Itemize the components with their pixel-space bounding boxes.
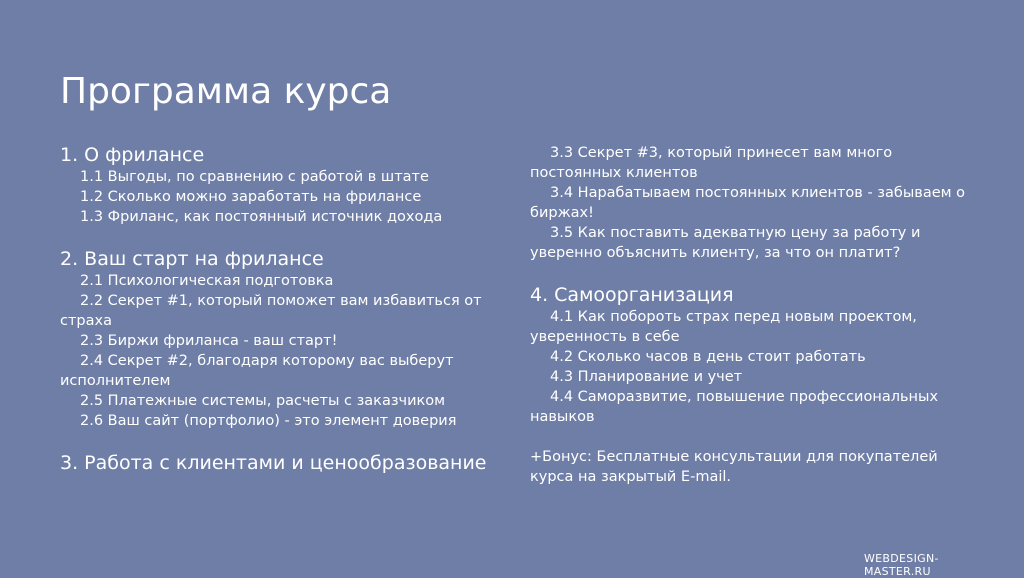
list-item: 2.1 Психологическая подготовка [80, 273, 334, 289]
list-item: 2.3 Биржи фриланса - ваш старт! [80, 333, 338, 349]
left-column [60, 143, 490, 475]
list-item: 4.2 Сколько часов в день стоит работать [550, 349, 866, 365]
list-item: 2.2 Секрет #1, который поможет вам избавиться от страха [60, 293, 482, 329]
section-heading: 4. Самоорганизация [530, 284, 734, 306]
list-item: 2.5 Платежные системы, расчеты с заказчиком [80, 393, 446, 409]
right-column [530, 143, 970, 502]
list-item: 4.3 Планирование и учет [550, 369, 743, 385]
section-start [60, 247, 490, 431]
list-item: 1.2 Сколько можно заработать на фрилансе [80, 189, 422, 205]
section-heading: 3. Работа с клиентами и ценообразование [60, 452, 487, 474]
list-item: 3.4 Нарабатываем постоянных клиентов - забываем о биржах! [530, 185, 966, 221]
list-item: 2.6 Ваш сайт (портфолио) - это элемент доверия [80, 413, 457, 429]
list-item: 1.3 Фриланс, как постоянный источник дохода [80, 209, 443, 225]
slide-title: Программа курса [60, 71, 392, 112]
section-clients-continued [530, 143, 970, 263]
section-clients [60, 451, 490, 475]
list-item: 1.1 Выгоды, по сравнению с работой в штате [80, 169, 429, 185]
bonus-note: +Бонус: Бесплатные консультации для покупателей курса на закрытый E-mail. [530, 449, 938, 485]
list-item: 4.4 Саморазвитие, повышение профессиональных навыков [530, 389, 939, 425]
list-item: 3.3 Секрет #3, который принесет вам много постоянных клиентов [530, 145, 893, 181]
section-freelance [60, 143, 490, 227]
section-self-organization [530, 283, 970, 427]
section-heading: 2. Ваш старт на фрилансе [60, 248, 324, 270]
brand-watermark: WEBDESIGN-MASTER.RU [864, 552, 939, 578]
list-item: 3.5 Как поставить адекватную цену за работу и уверенно объяснить клиенту, за что он платит? [530, 225, 921, 261]
section-heading: 1. О фрилансе [60, 144, 205, 166]
list-item: 2.4 Секрет #2, благодаря которому вас выберут исполнителем [60, 353, 454, 389]
list-item: 4.1 Как побороть страх перед новым проектом, уверенность в себе [530, 309, 917, 345]
